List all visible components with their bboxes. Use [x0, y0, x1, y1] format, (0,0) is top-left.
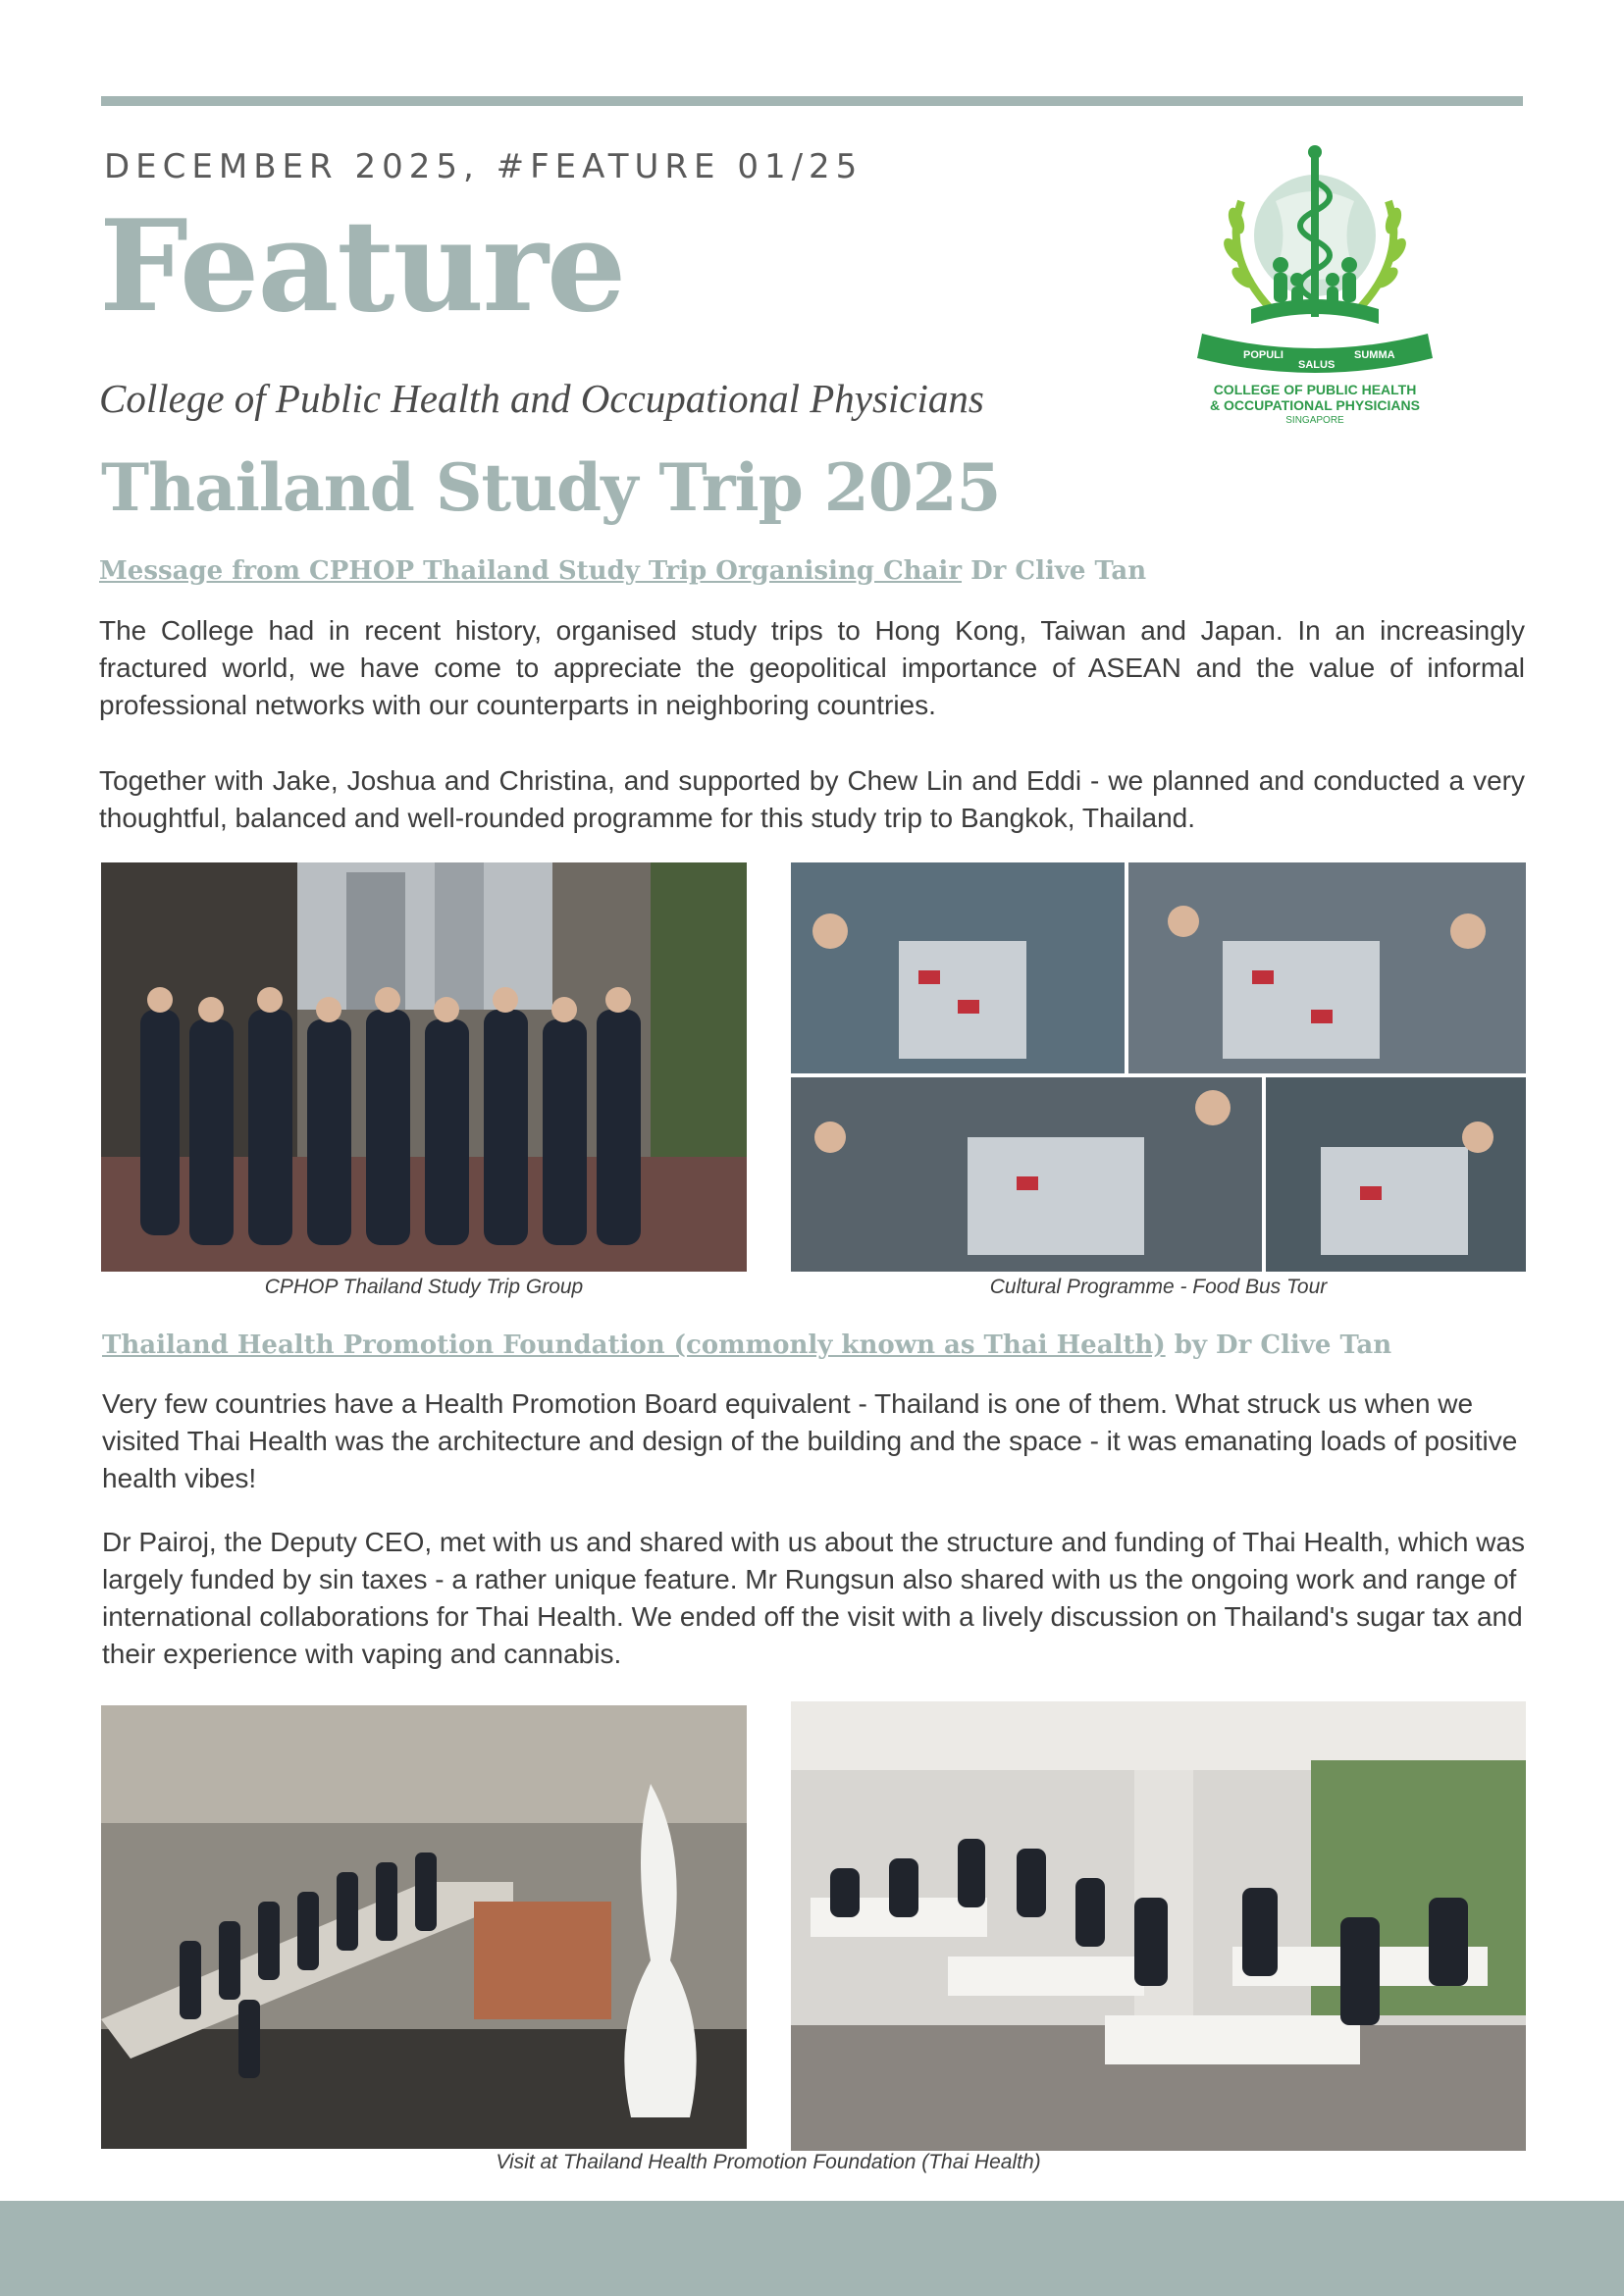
logo-name-line-1: COLLEGE OF PUBLIC HEALTH: [1213, 382, 1417, 397]
caption-food-bus-tour: Cultural Programme - Food Bus Tour: [989, 1276, 1328, 1298]
thai-health-link[interactable]: Thailand Health Promotion Foundation (commonly known as Thai Health): [102, 1331, 1166, 1360]
caption-group-photo: CPHOP Thailand Study Trip Group: [264, 1276, 584, 1298]
thai-health-meeting-room-photo: [791, 1701, 1526, 2151]
thai-health-paragraph-1: Very few countries have a Health Promotion Board equivalent - Thailand is one of them. What struck us when we visited Thai Health was the architecture and design of the building and the space - it was emanating loads of positive health vibes!: [102, 1388, 1518, 1493]
section-author: by Dr Clive Tan: [1174, 1331, 1392, 1360]
food-bus-tour-collage: [791, 862, 1526, 1272]
logo-name-line-2: & OCCUPATIONAL PHYSICIANS: [1210, 397, 1420, 413]
trip-title: Thailand Study Trip 2025: [101, 449, 1001, 526]
group-photo: [101, 862, 747, 1272]
caption-thai-health-visit: Visit at Thailand Health Promotion Foundation (Thai Health): [496, 2151, 1041, 2173]
thai-health-staircase-photo: [101, 1705, 747, 2149]
page-title: Feature: [99, 193, 625, 340]
logo-ribbon-word-3: SUMMA: [1354, 349, 1395, 361]
logo-ribbon-word-1: POPULI: [1243, 349, 1283, 361]
college-subtitle: College of Public Health and Occupational Physicians: [99, 376, 984, 421]
dateline: DECEMBER 2025, #FEATURE 01/25: [104, 147, 864, 186]
intro-paragraph-1: The College had in recent history, organised study trips to Hong Kong, Taiwan and Japan. In an increasingly fractured world, we have come to appreciate the geopolitical importance of ASEAN and the value of informal professional networks with our counterparts in neighboring countries.: [99, 615, 1525, 720]
footer-band: [0, 2201, 1624, 2296]
thai-health-paragraph-2: Dr Pairoj, the Deputy CEO, met with us and shared with us about the structure and funding of Thai Health, which was largely funded by sin taxes - a rather unique feature. Mr Rungsun also shared with us the ongoing work and range of international collaborations for Thai Health. We ended off the visit with a lively discussion on Thailand's sugar tax and their experience with vaping and cannabis.: [102, 1527, 1526, 1669]
organising-chair-message-link[interactable]: Message from CPHOP Thailand Study Trip Organising Chair: [99, 556, 963, 586]
intro-paragraph-2: Together with Jake, Joshua and Christina, and supported by Chew Lin and Eddi - we planned and conducted a very thoughtful, balanced and well-rounded programme for this study trip to Bangkok, Thailand.: [99, 765, 1525, 833]
college-logo-emblem: [1182, 142, 1447, 437]
section-heading-organising-chair: [99, 556, 1146, 586]
top-rule: [101, 96, 1523, 106]
college-logo: [1182, 142, 1447, 437]
logo-name-line-3: SINGAPORE: [1285, 415, 1344, 426]
section-author: Dr Clive Tan: [970, 556, 1147, 586]
logo-ribbon-word-2: SALUS: [1298, 359, 1336, 371]
section-heading-thai-health: [102, 1331, 1391, 1360]
